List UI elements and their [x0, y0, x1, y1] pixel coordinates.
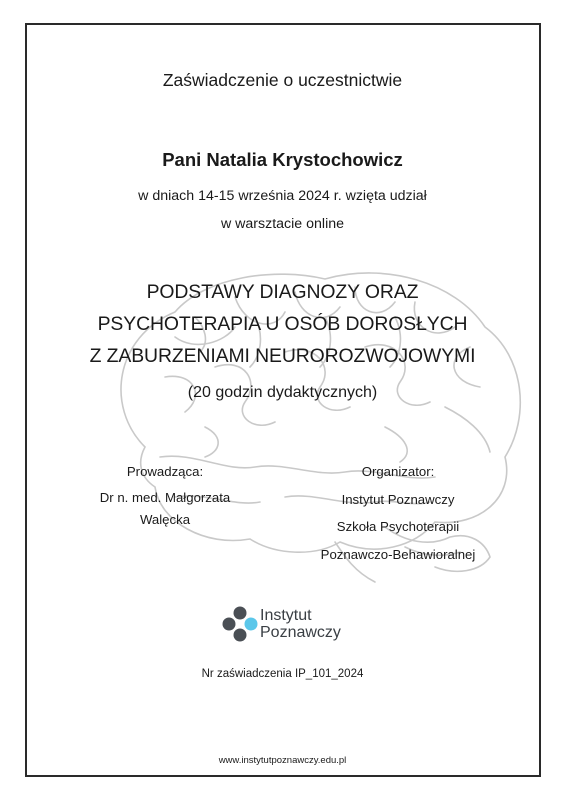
- organizer-line-2: Szkoła Psychoterapii: [336, 519, 460, 534]
- format-line: w warsztacie online: [220, 216, 344, 232]
- organizer-line-1: Instytut Poznawczy: [341, 492, 455, 507]
- organizer-line-3: Poznawczo-Behawioralnej: [320, 547, 476, 562]
- course-hours: (20 godzin dydaktycznych): [187, 384, 378, 401]
- certificate-heading: Zaświadczenie o uczestnictwie: [162, 70, 403, 90]
- logo-wordmark: [260, 607, 341, 641]
- dates-line: w dniach 14-15 września 2024 r. wzięta udział: [138, 188, 427, 204]
- lead-name-line-2: Walęcka: [139, 512, 191, 527]
- institute-logo: [220, 604, 350, 644]
- logo-line-1: Instytut: [260, 607, 312, 624]
- course-title-line-2: PSYCHOTERAPIA U OSÓB DOROSŁYCH: [97, 313, 468, 335]
- recipient-name: Pani Natalia Krystochowicz: [162, 149, 403, 170]
- logo-line-2: Poznawczy: [260, 624, 341, 641]
- molecule-dots-icon: [220, 604, 260, 644]
- lead-name-line-1: Dr n. med. Małgorzata: [99, 490, 231, 505]
- course-title-line-1: PODSTAWY DIAGNOZY ORAZ: [146, 281, 419, 303]
- website-url: www.instytutpoznawczy.edu.pl: [218, 755, 347, 766]
- certificate-number: Nr zaświadczenia IP_101_2024: [201, 668, 364, 680]
- organizer-label: Organizator:: [361, 464, 435, 479]
- brain-illustration: [85, 257, 535, 587]
- course-title-line-3: Z ZABURZENIAMI NEUROROZWOJOWYMI: [89, 345, 476, 367]
- lead-label: Prowadząca:: [126, 464, 204, 479]
